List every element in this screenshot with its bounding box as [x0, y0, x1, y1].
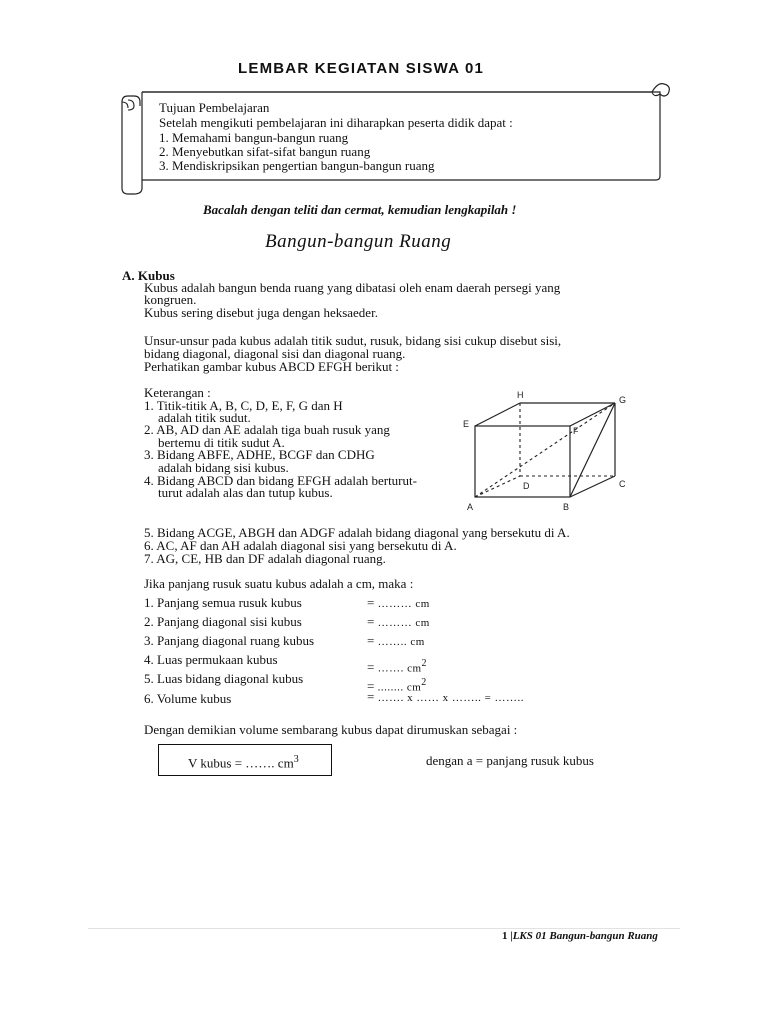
para2-line3: Perhatikan gambar kubus ABCD EFGH berikut :: [144, 359, 399, 374]
vertex-g-label: G: [619, 395, 627, 405]
vertex-e-label: E: [463, 419, 470, 429]
formula-6-value: = ……. x …… x …….. = ……..: [367, 689, 525, 704]
instruction: Bacalah dengan teliti dan cermat, kemudian lengkapilah !: [203, 202, 517, 217]
formula-1-value: = ……… cm: [367, 595, 430, 610]
formula-5-value: = ........ $cm^2$: [367, 677, 427, 694]
formula-5-label: 5. Luas bidang diagonal kubus: [144, 671, 304, 686]
conclusion-text: Dengan demikian volume sembarang kubus dapat dirumuskan sebagai :: [144, 722, 518, 737]
note-4-line2: turut adalah alas dan tutup kubus.: [158, 485, 333, 500]
para2-line1: Unsur-unsur pada kubus adalah titik sudut, rusuk, bidang sisi cukup disebut sisi,: [144, 333, 562, 348]
para1-line1: Kubus adalah bangun benda ruang yang dibatasi oleh enam daerah persegi yang: [144, 280, 561, 295]
keterangan-label: Keterangan :: [144, 385, 211, 400]
section-a-heading: A. Kubus: [122, 268, 175, 283]
vertex-h-label: H: [517, 390, 524, 400]
section-subtitle: Bangun-bangun Ruang: [265, 231, 452, 252]
note-3-line1: 3. Bidang ABFE, ADHE, BCGF dan CDHG: [144, 447, 375, 462]
vertex-f-label: F: [573, 426, 579, 436]
note-1-line2: adalah titik sudut.: [158, 410, 251, 425]
goal-3: 3. Mendiskripsikan pengertian bangun-bangun ruang: [159, 158, 435, 173]
note-1-line1: 1. Titik-titik A, B, C, D, E, F, G dan H: [144, 398, 343, 413]
vertex-b-label: B: [563, 502, 570, 512]
vertex-a-label: A: [467, 502, 474, 512]
formula-intro: Jika panjang rusuk suatu kubus adalah a cm, maka :: [144, 576, 414, 591]
goal-2: 2. Menyebutkan sifat-sifat bangun ruang: [159, 144, 371, 159]
formula-4-label: 4. Luas permukaan kubus: [144, 652, 278, 667]
footer-doc-title: LKS 01 Bangun-bangun Ruang: [512, 930, 658, 942]
formula-2-value: = ……… cm: [367, 614, 430, 629]
footer-divider: [88, 928, 680, 929]
scroll-intro: Setelah mengikuti pembelajaran ini diharapkan peserta didik dapat :: [159, 115, 513, 130]
vertex-d-label: D: [523, 481, 530, 491]
formula-2-label: 2. Panjang diagonal sisi kubus: [144, 614, 302, 629]
page-number: 1 |: [502, 930, 513, 942]
para1-line2: kongruen.: [144, 292, 197, 307]
volume-formula-note: dengan a = panjang rusuk kubus: [426, 753, 594, 768]
formula-1-label: 1. Panjang semua rusuk kubus: [144, 595, 302, 610]
footer: [502, 930, 658, 942]
formula-3-label: 3. Panjang diagonal ruang kubus: [144, 633, 315, 648]
note-3-line2: adalah bidang sisi kubus.: [158, 460, 289, 475]
page-title: LEMBAR KEGIATAN SISWA 01: [238, 60, 485, 77]
formula-6-label: 6. Volume kubus: [144, 691, 232, 706]
vertex-c-label: C: [619, 479, 626, 489]
para2-line2: bidang diagonal, diagonal sisi dan diagonal ruang.: [144, 346, 406, 361]
goal-1: 1. Memahami bangun-bangun ruang: [159, 130, 349, 145]
formula-3-value: = …….. cm: [367, 633, 425, 648]
note-6: 6. AC, AF dan AH adalah diagonal sisi yang bersekutu di A.: [144, 538, 457, 553]
note-2-line2: bertemu di titik sudut A.: [158, 435, 285, 450]
note-2-line1: 2. AB, AD dan AE adalah tiga buah rusuk yang: [144, 422, 390, 437]
para1-line3: Kubus sering disebut juga dengan heksaeder.: [144, 305, 378, 320]
note-4-line1: 4. Bidang ABCD dan bidang EFGH adalah berturut-: [144, 473, 417, 488]
cube-diagram: [455, 386, 640, 516]
scroll-heading: Tujuan Pembelajaran: [159, 100, 270, 115]
formula-4-value: = ……. $cm^2$: [367, 658, 427, 675]
note-5: 5. Bidang ACGE, ABGH dan ADGF adalah bidang diagonal yang bersekutu di A.: [144, 525, 570, 540]
note-7: 7. AG, CE, HB dan DF adalah diagonal ruang.: [144, 551, 386, 566]
volume-formula: V kubus = ……. $cm^3$: [188, 754, 299, 771]
